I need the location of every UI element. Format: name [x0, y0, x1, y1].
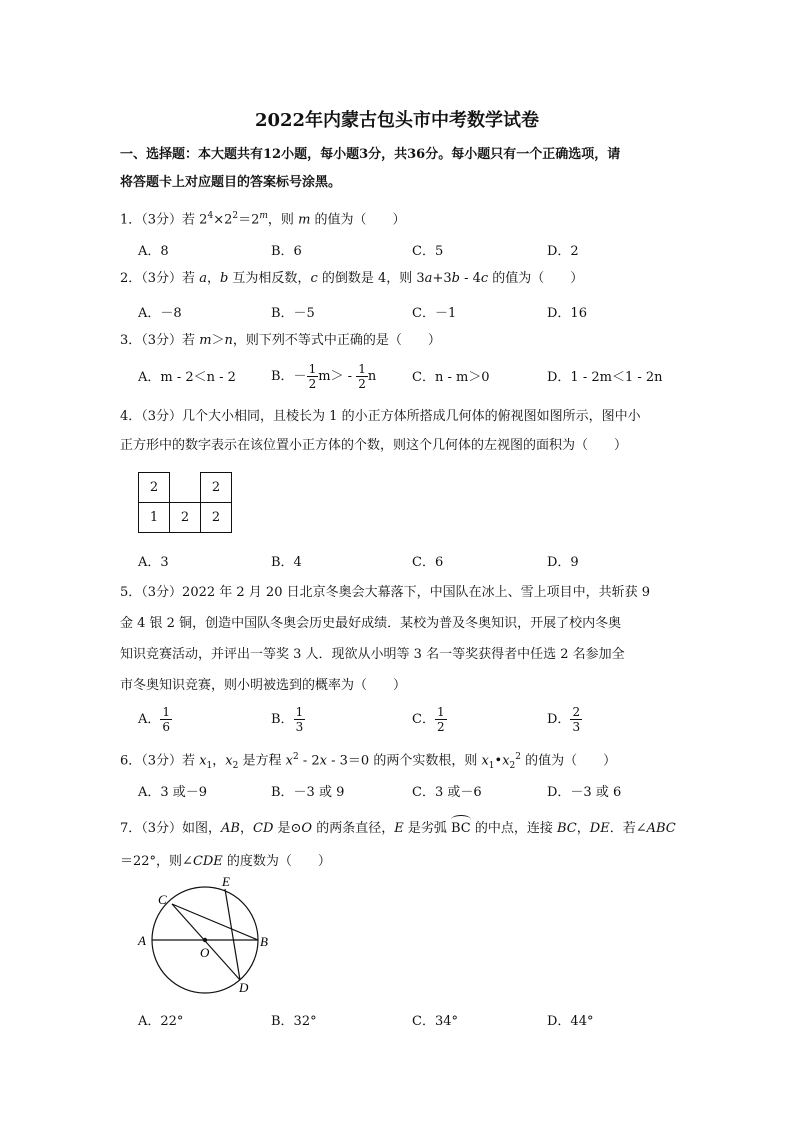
q2-text-d: 的值为（ ） [488, 271, 584, 286]
q6-option-a[interactable]: A．3 或－9 [138, 785, 208, 800]
q6-text-c: - 2 [298, 753, 320, 769]
q3-option-a[interactable]: A．m - 2＜n - 2 [138, 370, 236, 385]
q4-option-b[interactable]: B．4 [271, 555, 302, 570]
q3-gt: ＞ [211, 333, 225, 348]
q3-optb-mid: m＞ - [318, 369, 357, 384]
q6-x3: x [285, 753, 293, 769]
q1-option-c[interactable]: C．5 [412, 244, 444, 259]
q6-x2: x [225, 753, 233, 769]
question-6 [120, 743, 680, 781]
grid-row [139, 473, 232, 503]
q5-optc-num: 1 [436, 705, 445, 719]
q7-abc: ABC [646, 821, 676, 836]
q2-a2: a [424, 271, 433, 286]
grid-cell-empty [170, 473, 201, 503]
q7-bc: BC [557, 821, 577, 836]
q1-suffix1: ，则 [267, 212, 299, 228]
q3-optb-pre: B．－ [271, 369, 307, 384]
question-7 [120, 812, 680, 878]
q7-text-d: 是劣弧 [403, 821, 451, 836]
q5-optb-frac [294, 705, 306, 734]
label-a: A [138, 933, 146, 948]
label-e: E [222, 876, 230, 889]
q1-exp3: m [259, 211, 268, 221]
q7-option-b[interactable]: B．32° [271, 1014, 317, 1029]
q3-optb-end: n [367, 369, 377, 384]
q2-options [138, 302, 678, 326]
q6-s5: 1 [488, 760, 495, 771]
q5-opta-den: 6 [162, 720, 171, 734]
q7-cde: CDE [192, 854, 223, 869]
q5-optd-label: D． [547, 712, 571, 727]
q6-text-e: 的值为（ ） [521, 753, 617, 769]
q7-line2-b: 的度数为（ ） [222, 854, 331, 869]
q7-text-e: 的中点，连接 [470, 821, 558, 836]
q4-option-a[interactable]: A．3 [138, 555, 169, 570]
section-instructions [120, 141, 680, 197]
q6-text-a: 6．（3分）若 [120, 753, 200, 769]
q5-optc-label: C． [412, 712, 435, 727]
q6-s6: 2 [509, 760, 516, 771]
section-line-2: 将答题卡上对应题目的答案标号涂黑。 [120, 175, 342, 190]
q2-a: a [199, 271, 207, 286]
q7-o: O [301, 821, 313, 836]
grid-cell: 2 [201, 473, 232, 503]
q4-top-view-grid [138, 472, 232, 533]
q3-text-b: ，则下列不等式中正确的是（ ） [232, 333, 441, 348]
grid-cell: 1 [139, 503, 170, 533]
q5-opta-label: A． [138, 712, 161, 727]
center-point [203, 938, 207, 942]
q6-option-c[interactable]: C．3 或－6 [412, 785, 482, 800]
q2-text-b: 互为相反数， [228, 271, 311, 286]
question-2 [120, 264, 680, 293]
q1-suffix2: 的值为（ ） [310, 212, 406, 228]
q5-option-b[interactable] [271, 705, 305, 734]
q2-c: c [310, 271, 318, 286]
q4-option-d[interactable]: D．9 [547, 555, 579, 570]
q5-option-a[interactable] [138, 705, 172, 734]
label-b: B [260, 934, 268, 949]
q1-option-a[interactable]: A．8 [138, 244, 169, 259]
grid-cell: 2 [170, 503, 201, 533]
q2-plus: +3 [432, 271, 452, 286]
q7-line2-a: ＝22°，则∠ [120, 854, 193, 869]
q6-comma: ， [212, 753, 226, 769]
label-c: C [158, 892, 167, 907]
q1-options [138, 240, 678, 264]
q6-e2: 2 [292, 752, 299, 762]
q3-optb-frac2 [356, 362, 368, 391]
q5-optd-frac [570, 705, 582, 734]
q2-option-b[interactable]: B．－5 [271, 306, 315, 321]
q2-b2: b [451, 271, 460, 286]
q7-option-d[interactable]: D．44° [547, 1014, 594, 1029]
q7-option-a[interactable]: A．22° [138, 1014, 184, 1029]
q5-optb-den: 3 [295, 720, 304, 734]
q7-option-c[interactable]: C．34° [412, 1014, 458, 1029]
q6-options [138, 781, 678, 805]
q2-b: b [219, 271, 229, 286]
q7-comma: ， [240, 821, 254, 836]
q6-e6: 2 [515, 752, 522, 762]
chord-bc [172, 904, 258, 940]
q5-options [138, 705, 678, 739]
q3-options [138, 362, 678, 392]
q5-line-3: 知识竞赛活动，并评出一等奖 3 人．现欲从小明等 3 名一等奖获得者中任选 2 名参加全 [120, 647, 625, 662]
grid-cell: 2 [201, 503, 232, 533]
q6-x5: x [481, 753, 489, 769]
q7-line-2 [120, 845, 680, 878]
q3-optb-frac1 [307, 362, 319, 391]
q7-arc-bc: BC [451, 821, 471, 836]
q7-ab: AB [221, 821, 240, 836]
q7-circle-diagram [130, 876, 280, 998]
label-o: O [200, 945, 210, 960]
section-line-1: 一、选择题：本大题共有12小题，每小题3分，共36分。每小题只有一个正确选项，请 [120, 147, 621, 162]
q7-text-b: 是⊙ [273, 821, 302, 836]
q3-optb-num2: 1 [358, 362, 366, 376]
q2-c2: c [480, 271, 489, 286]
q1-times: ×2 [213, 212, 233, 228]
q3-option-b[interactable] [271, 362, 376, 391]
q6-text-d: - 3＝0 的两个实数根，则 [326, 753, 482, 769]
q5-optc-den: 2 [436, 720, 445, 734]
q3-n: n [224, 333, 233, 348]
question-4 [120, 402, 680, 460]
q2-minus: - 4 [459, 271, 481, 286]
q4-option-c[interactable]: C．6 [412, 555, 444, 570]
q3-optb-den2: 2 [358, 377, 366, 391]
q5-option-c[interactable] [412, 705, 447, 734]
grid-cell: 2 [139, 473, 170, 503]
page-title: 2022年内蒙古包头市中考数学试卷 [254, 110, 540, 131]
q1-option-b[interactable]: B．6 [271, 244, 302, 259]
q5-optd-num: 2 [572, 705, 581, 719]
q6-x1: x [199, 753, 207, 769]
q5-optd-den: 3 [572, 720, 581, 734]
question-3 [120, 326, 680, 355]
q5-line-1: 5．（3分）2022 年 2 月 20 日北京冬奥会大幕落下，中国队在冰上、雪上项目中，共斩获 9 [120, 585, 651, 600]
q5-line-4: 市冬奥知识竞赛，则小明被选到的概率为（ ） [120, 678, 407, 693]
q6-s1: 1 [206, 760, 213, 771]
q7-cd: CD [253, 821, 274, 836]
q5-line-2: 金 4 银 2 铜，创造中国队冬奥会历史最好成绩．某校为普及冬奥知识，开展了校内冬奥 [120, 616, 622, 631]
q5-optb-num: 1 [295, 705, 304, 719]
q3-optb-den1: 2 [308, 377, 317, 391]
q7-text-c: 的两条直径， [312, 821, 395, 836]
q5-optc-frac [435, 705, 447, 734]
q4-options [138, 551, 678, 575]
q6-option-b[interactable]: B．－3 或 9 [271, 785, 345, 800]
q6-x4: x [319, 753, 327, 769]
q1-option-d[interactable]: D．2 [547, 244, 579, 259]
question-1 [120, 202, 680, 234]
q2-text-a: 2．（3分）若 [120, 271, 200, 286]
q7-e: E [394, 821, 404, 836]
q2-option-a[interactable]: A．－8 [138, 306, 182, 321]
label-d: D [239, 980, 249, 995]
q1-var: m [298, 212, 311, 228]
q5-option-d[interactable] [547, 705, 582, 734]
q1-exp1: 4 [207, 211, 214, 221]
q1-eq: ＝2 [238, 212, 260, 228]
q3-option-c[interactable]: C．n - m＞0 [412, 370, 490, 385]
q7-text-a: 7．（3分）如图， [120, 821, 222, 836]
q7-text-f: ．若∠ [609, 821, 647, 836]
q5-opta-num: 1 [162, 705, 171, 719]
q5-opta-frac [160, 705, 172, 734]
q6-x6: x [502, 753, 510, 769]
q2-comma: ， [206, 271, 220, 286]
q6-s2: 2 [232, 760, 239, 771]
q2-option-c[interactable]: C．－1 [412, 306, 457, 321]
q6-dot: • [494, 753, 503, 769]
q1-text: 1．（3分）若 2 [120, 212, 208, 228]
q3-m: m [199, 333, 212, 348]
q6-text-b: 是方程 [238, 753, 286, 769]
q6-option-d[interactable]: D．－3 或 6 [547, 785, 622, 800]
q3-text-a: 3．（3分）若 [120, 333, 200, 348]
q7-line-1 [120, 812, 680, 845]
q4-line-2: 正方形中的数字表示在该位置小正方体的个数，则这个几何体的左视图的面积为（ ） [120, 438, 628, 453]
question-5 [120, 577, 680, 701]
q7-options [138, 1010, 678, 1034]
q7-comma2: ， [576, 821, 590, 836]
q1-exp2: 2 [232, 211, 239, 221]
q2-option-d[interactable]: D．16 [547, 306, 587, 321]
q7-de: DE [589, 821, 610, 836]
q5-optb-label: B． [271, 712, 294, 727]
q4-line-1: 4．（3分）几个大小相同，且棱长为 1 的小正方体所搭成几何体的俯视图如图所示，图中小 [120, 409, 641, 424]
q3-optb-num1: 1 [308, 362, 317, 376]
grid-row [139, 503, 232, 533]
q3-option-d[interactable]: D．1 - 2m＜1 - 2n [547, 370, 663, 385]
q2-text-c: 的倒数是 4，则 3 [317, 271, 425, 286]
